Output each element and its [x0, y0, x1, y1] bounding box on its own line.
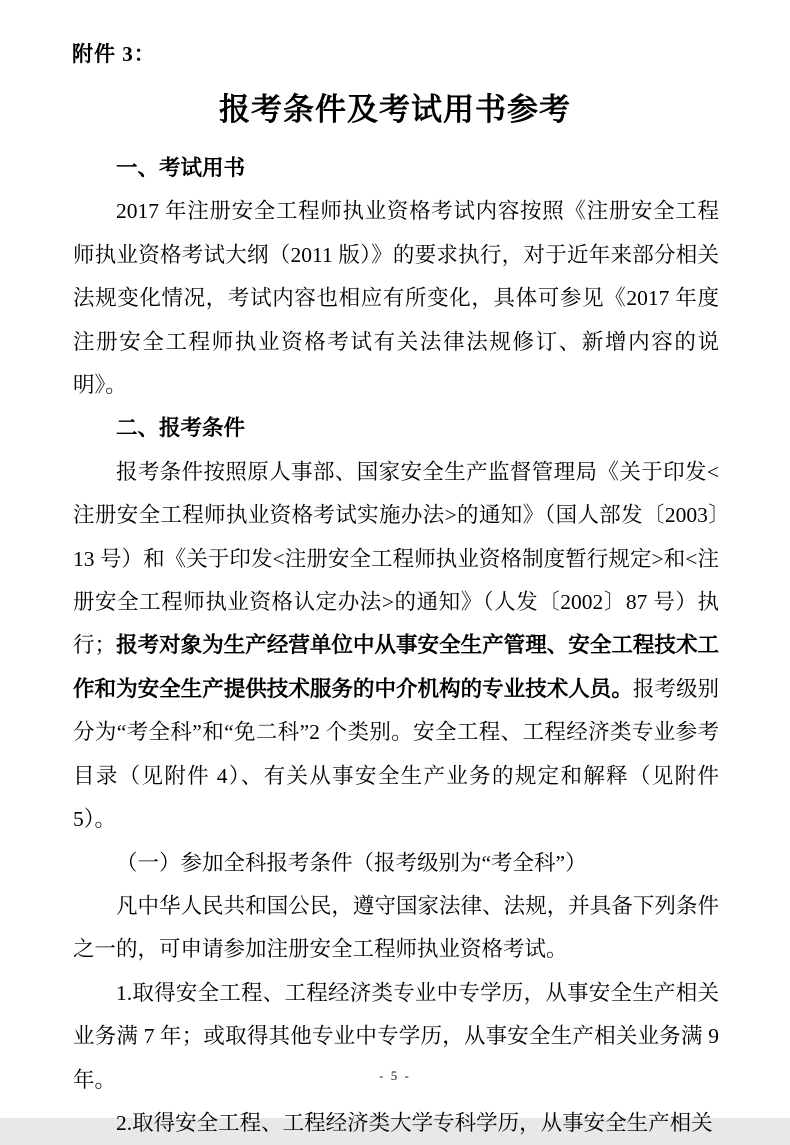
body-paragraph	[73, 190, 719, 407]
section-heading: 一、考试用书	[116, 156, 246, 180]
body-paragraph	[73, 842, 719, 885]
paragraph-text: 凡中华人民共和国公民，遵守国家法律、法规，并具备下列条件之一的，可申请参加注册安全工程师执业资格考试。	[73, 893, 719, 962]
paragraph-text: （一）参加全科报考条件（报考级别为“考全科”）	[116, 850, 587, 875]
paragraph-text: 报考级别分为“考全科”和“免二科”2 个类别。安全工程、工程经济类专业参考目录（见附件 4）、有关从事安全生产业务的规定和解释（见附件 5）。	[73, 676, 719, 832]
body-paragraph	[73, 1102, 719, 1145]
document-title: 报考条件及考试用书参考	[219, 92, 571, 127]
body-paragraph	[73, 451, 719, 842]
paragraph-text: 1.取得安全工程、工程经济类专业中专学历，从事安全生产相关业务满 7 年；或取得其他专业中专学历，从事安全生产相关业务满 9 年。	[73, 980, 719, 1092]
paragraph-text: 2017 年注册安全工程师执业资格考试内容按照《注册安全工程师执业资格考试大纲（2011 版）》的要求执行，对于近年来部分相关法规变化情况，考试内容也相应有所变化，具体可参见《2017 年度注册安全工程师执业资格考试有关法律法规修订、新增内容的说明》。	[73, 199, 719, 398]
attachment-label: 附件 3：	[72, 42, 156, 66]
paragraph-text: 2.取得安全工程、工程经济类大学专科学历，从事安全生产相关	[116, 1110, 713, 1135]
section-heading: 二、报考条件	[116, 416, 246, 441]
bold-emphasis-text: 报考对象为生产经营单位中从事安全生产管理、安全工程技术工作和为安全生产提供技术服务的中介机构的专业技术人员。	[73, 633, 719, 701]
document-body	[73, 147, 719, 1145]
page-number: - 5 -	[379, 1068, 411, 1083]
body-paragraph	[73, 885, 719, 972]
paragraph-text: 报考条件按照原人事部、国家安全生产监督管理局《关于印发<注册安全工程师执业资格考试实施办法>的通知》（国人部发〔2003〕13 号）和《关于印发<注册安全工程师执业资格制度暂行规定>和<注册安全工程师执业资格认定办法>的通知》（人发〔2002〕87 号）执行；	[73, 459, 719, 658]
